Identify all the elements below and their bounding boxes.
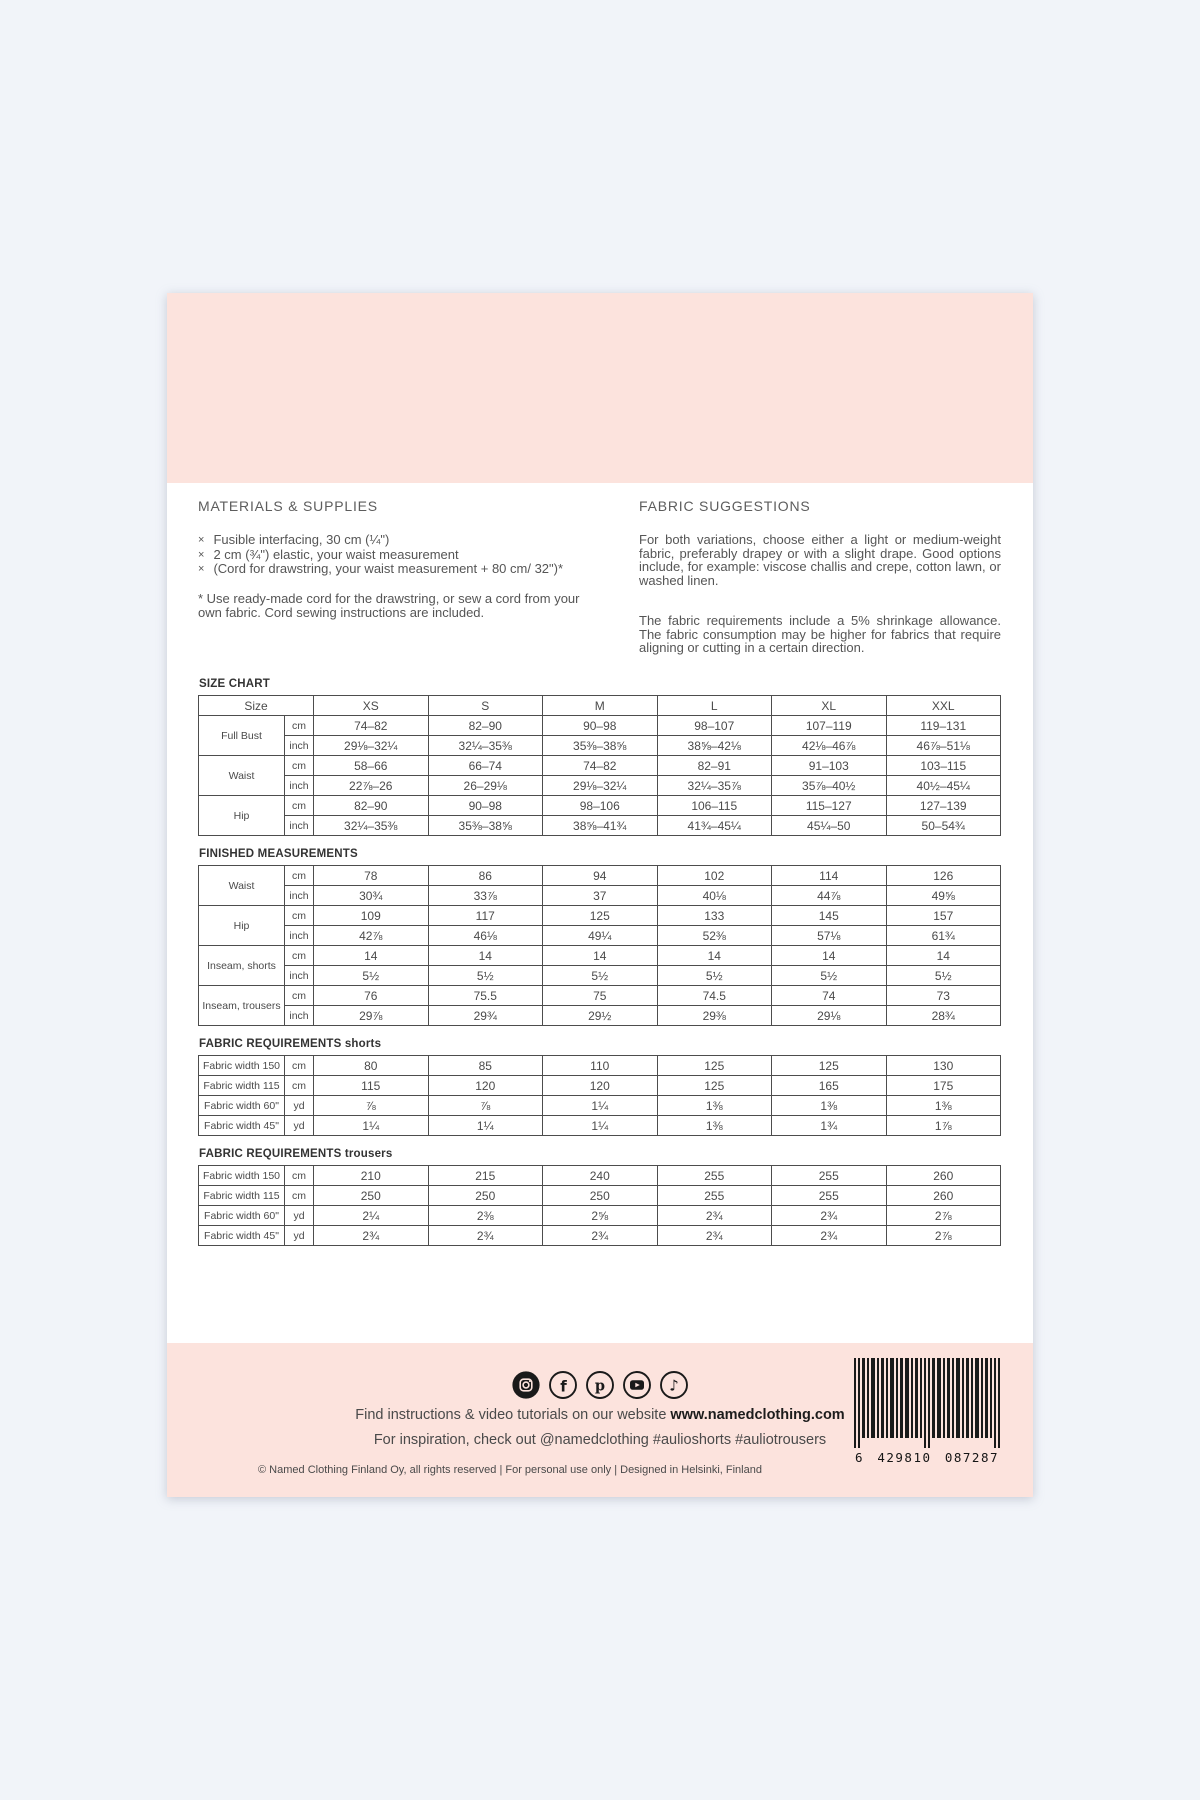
materials-section bbox=[198, 498, 596, 655]
row-label-cell: Fabric width 45" bbox=[199, 1226, 285, 1246]
value-cell: 1⅜ bbox=[657, 1116, 772, 1136]
unit-cell: cm bbox=[285, 756, 314, 776]
value-cell: 82–90 bbox=[428, 716, 543, 736]
value-cell: 76 bbox=[314, 986, 429, 1006]
value-cell: 5½ bbox=[428, 966, 543, 986]
table-row bbox=[199, 796, 1001, 816]
table-header-row bbox=[199, 696, 1001, 716]
value-cell: 126 bbox=[886, 866, 1001, 886]
value-cell: 250 bbox=[314, 1186, 429, 1206]
table-row bbox=[199, 966, 1001, 986]
value-cell: 250 bbox=[428, 1186, 543, 1206]
unit-cell: cm bbox=[285, 1056, 314, 1076]
fabric-requirements-trousers-heading: FABRIC REQUIREMENTS trousers bbox=[199, 1148, 393, 1160]
value-cell: 14 bbox=[657, 946, 772, 966]
value-cell: 61¾ bbox=[886, 926, 1001, 946]
value-cell: 49¼ bbox=[543, 926, 658, 946]
value-cell: 98–106 bbox=[543, 796, 658, 816]
materials-list-item bbox=[198, 548, 596, 563]
table-row bbox=[199, 1076, 1001, 1096]
table-header-cell: S bbox=[428, 696, 543, 716]
value-cell: 119–131 bbox=[886, 716, 1001, 736]
value-cell: 107–119 bbox=[772, 716, 887, 736]
value-cell: 82–90 bbox=[314, 796, 429, 816]
size-chart-table bbox=[198, 695, 1001, 836]
materials-list-item bbox=[198, 562, 596, 577]
value-cell: 14 bbox=[428, 946, 543, 966]
materials-list-item bbox=[198, 533, 596, 548]
value-cell: 38⅝–42⅛ bbox=[657, 736, 772, 756]
value-cell: 240 bbox=[543, 1166, 658, 1186]
value-cell: 14 bbox=[772, 946, 887, 966]
barcode-digit-group: 429810 bbox=[877, 1450, 932, 1465]
row-label-cell: Fabric width 60" bbox=[199, 1096, 285, 1116]
value-cell: 1⅜ bbox=[657, 1096, 772, 1116]
fabric-suggestions-paragraph: For both variations, choose either a light or medium-weight fabric, preferably drapey or with a slight drape. Good options include, for example: viscose challis and crepe, cotton lawn, or washed linen. bbox=[639, 532, 1001, 588]
table-row bbox=[199, 736, 1001, 756]
value-cell: 85 bbox=[428, 1056, 543, 1076]
value-cell: 115 bbox=[314, 1076, 429, 1096]
value-cell: 215 bbox=[428, 1166, 543, 1186]
row-label-cell: Waist bbox=[199, 866, 285, 906]
value-cell: 255 bbox=[657, 1166, 772, 1186]
unit-cell: cm bbox=[285, 716, 314, 736]
value-cell: 2⅝ bbox=[543, 1206, 658, 1226]
value-cell: 1¾ bbox=[772, 1116, 887, 1136]
value-cell: 260 bbox=[886, 1166, 1001, 1186]
unit-cell: cm bbox=[285, 866, 314, 886]
value-cell: 98–107 bbox=[657, 716, 772, 736]
unit-cell: cm bbox=[285, 796, 314, 816]
footer-website-url: www.namedclothing.com bbox=[670, 1407, 845, 1423]
unit-cell: yd bbox=[285, 1206, 314, 1226]
value-cell: 120 bbox=[543, 1076, 658, 1096]
svg-text:f: f bbox=[560, 1377, 567, 1396]
value-cell: 66–74 bbox=[428, 756, 543, 776]
value-cell: 29½ bbox=[543, 1006, 658, 1026]
table-row bbox=[199, 1186, 1001, 1206]
unit-cell: inch bbox=[285, 886, 314, 906]
footer-copyright: © Named Clothing Finland Oy, all rights reserved | For personal use only | Designed in Helsinki, Finland bbox=[258, 1464, 762, 1476]
value-cell: 260 bbox=[886, 1186, 1001, 1206]
value-cell: 30¾ bbox=[314, 886, 429, 906]
materials-list bbox=[198, 533, 596, 577]
table-row bbox=[199, 886, 1001, 906]
materials-heading: MATERIALS & SUPPLIES bbox=[198, 498, 378, 514]
value-cell: 14 bbox=[314, 946, 429, 966]
table-row bbox=[199, 816, 1001, 836]
value-cell: 2¼ bbox=[314, 1206, 429, 1226]
fabric-requirements-trousers-table bbox=[198, 1165, 1001, 1246]
value-cell: 14 bbox=[886, 946, 1001, 966]
fabric-requirements-shorts-heading: FABRIC REQUIREMENTS shorts bbox=[199, 1038, 382, 1050]
value-cell: 45¼–50 bbox=[772, 816, 887, 836]
value-cell: 74–82 bbox=[314, 716, 429, 736]
fabric-requirements-shorts-table bbox=[198, 1055, 1001, 1136]
unit-cell: inch bbox=[285, 966, 314, 986]
row-label-cell: Fabric width 150 bbox=[199, 1056, 285, 1076]
value-cell: 114 bbox=[772, 866, 887, 886]
value-cell: 2¾ bbox=[657, 1206, 772, 1226]
value-cell: 5½ bbox=[657, 966, 772, 986]
x-bullet-icon: × bbox=[198, 563, 205, 575]
unit-cell: inch bbox=[285, 816, 314, 836]
fabric-suggestions-heading: FABRIC SUGGESTIONS bbox=[639, 498, 811, 514]
value-cell: 41¾–45¼ bbox=[657, 816, 772, 836]
table-row bbox=[199, 866, 1001, 886]
unit-cell: cm bbox=[285, 946, 314, 966]
table-row bbox=[199, 1096, 1001, 1116]
value-cell: 58–66 bbox=[314, 756, 429, 776]
value-cell: 29¾ bbox=[428, 1006, 543, 1026]
table-row bbox=[199, 756, 1001, 776]
value-cell: 5½ bbox=[772, 966, 887, 986]
value-cell: 42⅛–46⅞ bbox=[772, 736, 887, 756]
unit-cell: cm bbox=[285, 1166, 314, 1186]
barcode-digits bbox=[854, 1450, 1000, 1465]
value-cell: 44⅞ bbox=[772, 886, 887, 906]
value-cell: 73 bbox=[886, 986, 1001, 1006]
value-cell: 29⅛–32¼ bbox=[314, 736, 429, 756]
value-cell: 74 bbox=[772, 986, 887, 1006]
value-cell: 157 bbox=[886, 906, 1001, 926]
value-cell: 165 bbox=[772, 1076, 887, 1096]
table-row bbox=[199, 776, 1001, 796]
value-cell: 26–29⅛ bbox=[428, 776, 543, 796]
unit-cell: yd bbox=[285, 1226, 314, 1246]
value-cell: 117 bbox=[428, 906, 543, 926]
table-row bbox=[199, 1116, 1001, 1136]
table-header-cell: XS bbox=[314, 696, 429, 716]
table-header-cell: L bbox=[657, 696, 772, 716]
value-cell: 38⅝–41¾ bbox=[543, 816, 658, 836]
unit-cell: inch bbox=[285, 1006, 314, 1026]
barcode-bars bbox=[854, 1358, 1000, 1448]
table-row bbox=[199, 906, 1001, 926]
table-header-cell: XL bbox=[772, 696, 887, 716]
value-cell: 2⅞ bbox=[886, 1206, 1001, 1226]
value-cell: 86 bbox=[428, 866, 543, 886]
value-cell: ⅞ bbox=[428, 1096, 543, 1116]
value-cell: 28¾ bbox=[886, 1006, 1001, 1026]
value-cell: 29⅛–32¼ bbox=[543, 776, 658, 796]
value-cell: 1⅞ bbox=[886, 1116, 1001, 1136]
value-cell: 2⅜ bbox=[428, 1206, 543, 1226]
unit-cell: yd bbox=[285, 1116, 314, 1136]
table-header-cell: M bbox=[543, 696, 658, 716]
value-cell: 2⅞ bbox=[886, 1226, 1001, 1246]
value-cell: 49⅝ bbox=[886, 886, 1001, 906]
value-cell: 250 bbox=[543, 1186, 658, 1206]
value-cell: 115–127 bbox=[772, 796, 887, 816]
value-cell: 46⅛ bbox=[428, 926, 543, 946]
value-cell: 210 bbox=[314, 1166, 429, 1186]
value-cell: 255 bbox=[772, 1166, 887, 1186]
facebook-icon bbox=[548, 1370, 578, 1400]
value-cell: 5½ bbox=[314, 966, 429, 986]
table-row bbox=[199, 1166, 1001, 1186]
value-cell: 2¾ bbox=[314, 1226, 429, 1246]
size-chart-heading: SIZE CHART bbox=[199, 678, 270, 690]
value-cell: 106–115 bbox=[657, 796, 772, 816]
table-row bbox=[199, 716, 1001, 736]
table-row bbox=[199, 926, 1001, 946]
unit-cell: yd bbox=[285, 1096, 314, 1116]
value-cell: 80 bbox=[314, 1056, 429, 1076]
tiktok-icon bbox=[659, 1370, 689, 1400]
table-row bbox=[199, 946, 1001, 966]
value-cell: 1¼ bbox=[543, 1096, 658, 1116]
fabric-suggestions-paragraph: The fabric requirements include a 5% shrinkage allowance. The fabric consumption may be higher for fabrics that require aligning or cutting in a certain direction. bbox=[639, 613, 1001, 655]
row-label-cell: Fabric width 115 bbox=[199, 1186, 285, 1206]
value-cell: 127–139 bbox=[886, 796, 1001, 816]
x-bullet-icon: × bbox=[198, 534, 205, 546]
value-cell: 74–82 bbox=[543, 756, 658, 776]
value-cell: 42⅞ bbox=[314, 926, 429, 946]
pattern-envelope-back bbox=[167, 293, 1033, 1497]
table-header-cell: Size bbox=[199, 696, 314, 716]
top-columns bbox=[198, 498, 1001, 655]
materials-item-text: 2 cm (¾") elastic, your waist measurement bbox=[213, 546, 459, 562]
pinterest-icon bbox=[585, 1370, 615, 1400]
value-cell: 52⅜ bbox=[657, 926, 772, 946]
value-cell: 125 bbox=[543, 906, 658, 926]
table-row bbox=[199, 1006, 1001, 1026]
finished-measurements-heading: FINISHED MEASUREMENTS bbox=[199, 848, 358, 860]
measurement-tables bbox=[198, 678, 1001, 1258]
footer-inspiration-line: For inspiration, check out @namedclothing #aulioshorts #auliotrousers bbox=[373, 1432, 827, 1448]
materials-item-text: (Cord for drawstring, your waist measurement + 80 cm/ 32")* bbox=[213, 561, 564, 576]
row-label-cell: Fabric width 60" bbox=[199, 1206, 285, 1226]
row-label-cell: Inseam, trousers bbox=[199, 986, 285, 1026]
value-cell: 22⅞–26 bbox=[314, 776, 429, 796]
value-cell: 1⅜ bbox=[886, 1096, 1001, 1116]
value-cell: 82–91 bbox=[657, 756, 772, 776]
fabric-suggestions-section bbox=[639, 498, 1001, 655]
value-cell: 2¾ bbox=[772, 1226, 887, 1246]
value-cell: 90–98 bbox=[428, 796, 543, 816]
value-cell: 2¾ bbox=[772, 1206, 887, 1226]
materials-item-text: Fusible interfacing, 30 cm (¼") bbox=[213, 532, 390, 547]
value-cell: ⅞ bbox=[314, 1096, 429, 1116]
row-label-cell: Waist bbox=[199, 756, 285, 796]
value-cell: 57⅛ bbox=[772, 926, 887, 946]
value-cell: 1¼ bbox=[314, 1116, 429, 1136]
unit-cell: cm bbox=[285, 906, 314, 926]
x-bullet-icon: × bbox=[198, 548, 205, 561]
barcode-digit-group: 6 bbox=[855, 1450, 865, 1465]
barcode-digit-group: 087287 bbox=[944, 1450, 999, 1465]
pink-header-band bbox=[167, 293, 1033, 483]
value-cell: 120 bbox=[428, 1076, 543, 1096]
value-cell: 2¾ bbox=[657, 1226, 772, 1246]
value-cell: 102 bbox=[657, 866, 772, 886]
value-cell: 33⅞ bbox=[428, 886, 543, 906]
value-cell: 145 bbox=[772, 906, 887, 926]
value-cell: 125 bbox=[657, 1076, 772, 1096]
value-cell: 1¼ bbox=[543, 1116, 658, 1136]
svg-text:p: p bbox=[594, 1377, 606, 1395]
value-cell: 91–103 bbox=[772, 756, 887, 776]
unit-cell: cm bbox=[285, 1186, 314, 1206]
value-cell: 5½ bbox=[886, 966, 1001, 986]
value-cell: 35⅞–40½ bbox=[772, 776, 887, 796]
value-cell: 1¼ bbox=[428, 1116, 543, 1136]
value-cell: 255 bbox=[772, 1186, 887, 1206]
value-cell: 175 bbox=[886, 1076, 1001, 1096]
value-cell: 32¼–35⅜ bbox=[428, 736, 543, 756]
value-cell: 29⅛ bbox=[772, 1006, 887, 1026]
value-cell: 110 bbox=[543, 1056, 658, 1076]
value-cell: 1⅜ bbox=[772, 1096, 887, 1116]
table-row bbox=[199, 1226, 1001, 1246]
value-cell: 32¼–35⅞ bbox=[657, 776, 772, 796]
table-row bbox=[199, 1206, 1001, 1226]
row-label-cell: Fabric width 115 bbox=[199, 1076, 285, 1096]
youtube-icon bbox=[622, 1370, 652, 1400]
value-cell: 75.5 bbox=[428, 986, 543, 1006]
value-cell: 40⅛ bbox=[657, 886, 772, 906]
value-cell: 74.5 bbox=[657, 986, 772, 1006]
value-cell: 133 bbox=[657, 906, 772, 926]
value-cell: 32¼–35⅜ bbox=[314, 816, 429, 836]
value-cell: 50–54¾ bbox=[886, 816, 1001, 836]
svg-text:♪: ♪ bbox=[669, 1376, 679, 1395]
table-row bbox=[199, 1056, 1001, 1076]
value-cell: 94 bbox=[543, 866, 658, 886]
row-label-cell: Inseam, shorts bbox=[199, 946, 285, 986]
value-cell: 29⅞ bbox=[314, 1006, 429, 1026]
instagram-icon bbox=[511, 1370, 541, 1400]
unit-cell: inch bbox=[285, 736, 314, 756]
finished-measurements-table bbox=[198, 865, 1001, 1026]
value-cell: 5½ bbox=[543, 966, 658, 986]
value-cell: 29⅜ bbox=[657, 1006, 772, 1026]
value-cell: 78 bbox=[314, 866, 429, 886]
materials-footnote: * Use ready-made cord for the drawstring, or sew a cord from your own fabric. Cord sewing instructions are included. bbox=[198, 590, 580, 620]
unit-cell: inch bbox=[285, 926, 314, 946]
footer-website-text: Find instructions & video tutorials on our website bbox=[355, 1407, 671, 1423]
row-label-cell: Full Bust bbox=[199, 716, 285, 756]
row-label-cell: Fabric width 45" bbox=[199, 1116, 285, 1136]
value-cell: 255 bbox=[657, 1186, 772, 1206]
row-label-cell: Hip bbox=[199, 796, 285, 836]
value-cell: 40½–45¼ bbox=[886, 776, 1001, 796]
value-cell: 2¾ bbox=[428, 1226, 543, 1246]
unit-cell: cm bbox=[285, 986, 314, 1006]
unit-cell: cm bbox=[285, 1076, 314, 1096]
value-cell: 2¾ bbox=[543, 1226, 658, 1246]
value-cell: 35⅜–38⅝ bbox=[428, 816, 543, 836]
value-cell: 37 bbox=[543, 886, 658, 906]
row-label-cell: Fabric width 150 bbox=[199, 1166, 285, 1186]
row-label-cell: Hip bbox=[199, 906, 285, 946]
value-cell: 90–98 bbox=[543, 716, 658, 736]
table-header-cell: XXL bbox=[886, 696, 1001, 716]
value-cell: 75 bbox=[543, 986, 658, 1006]
value-cell: 109 bbox=[314, 906, 429, 926]
barcode bbox=[854, 1358, 1000, 1465]
pink-footer-band bbox=[167, 1343, 1033, 1497]
value-cell: 125 bbox=[657, 1056, 772, 1076]
table-row bbox=[199, 986, 1001, 1006]
value-cell: 14 bbox=[543, 946, 658, 966]
unit-cell: inch bbox=[285, 776, 314, 796]
value-cell: 103–115 bbox=[886, 756, 1001, 776]
value-cell: 130 bbox=[886, 1056, 1001, 1076]
value-cell: 35⅜–38⅝ bbox=[543, 736, 658, 756]
value-cell: 125 bbox=[772, 1056, 887, 1076]
value-cell: 46⅞–51⅛ bbox=[886, 736, 1001, 756]
